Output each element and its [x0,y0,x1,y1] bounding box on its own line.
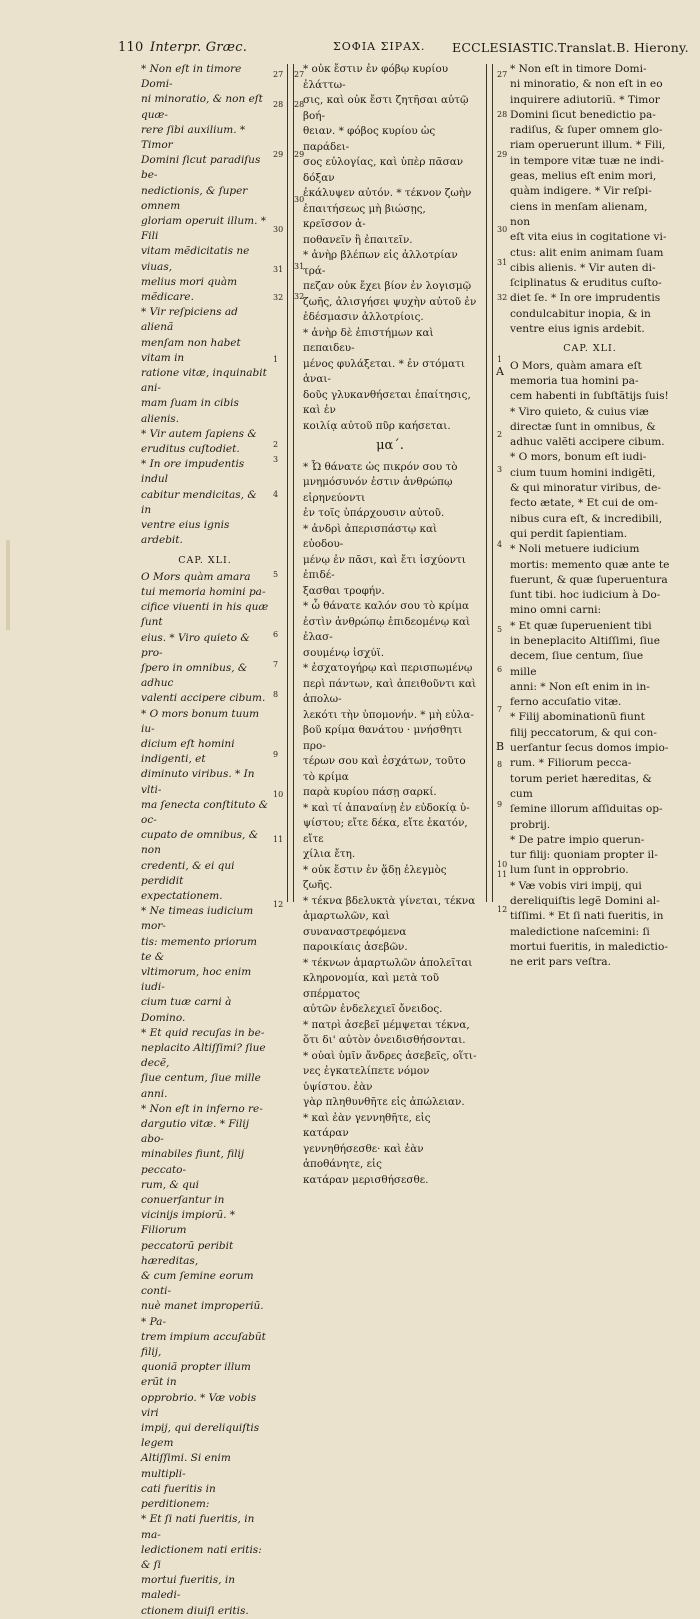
verse-number: 1 [497,355,503,364]
verse-number: 3 [273,455,279,464]
text-line: maledictione naſcemini: ſi [510,925,650,938]
verse-number: 12 [497,905,508,914]
text-line: quàm indigere. * Vir reſpi- [510,185,652,198]
verse-number: 9 [273,750,279,759]
text-line: mam ſuam in cibis alienis. [141,397,239,425]
text-line: σουμένῳ ἰσχύϊ. [303,646,385,659]
text-line: rum, & qui conuerſantur in [141,1178,225,1207]
text-line: filij peccatorum, & qui con- [510,726,657,739]
text-line: riam operuerunt illum. * Fili, [510,139,666,152]
text-line: opprobrio. * Væ vobis viri [141,1391,257,1419]
left-latin-column [141,62,269,1619]
text-line: peccatorũ peribit hæreditas, [141,1239,234,1267]
left-running-title: Interpr. Græc. [150,40,248,55]
text-line: τέρων σου καὶ ἐσχάτων, τοῦτο τὸ κρίμα [303,755,466,783]
text-line: cium tuæ carni à Domino. [141,996,232,1024]
verse-number: 28 [497,110,508,119]
text-line: ma ſenecta conſtituto & oc- [141,798,268,826]
text-line: * Filij abominationũ fiunt [510,711,645,724]
text-line: trem impium accuſabũt filij, [141,1330,266,1359]
text-line: κοιλίᾳ αὐτοῦ πῦρ καήσεται. [303,419,451,432]
text-line: mino omni carni: [510,604,602,617]
text-line: ne erit pars veſtra. [510,956,611,969]
column-rule [293,64,294,902]
text-line: ἁμαρτωλῶν, καὶ συναναστρεφόμενα [303,910,407,938]
text-line: qui perdit ſapientiam. [510,527,628,540]
text-line: condulcabitur inopia, & in [510,307,651,320]
text-line: * οὐαὶ ὑμῖν ἄνδρες ἀσεβεῖς, οἵτι- [303,1049,477,1062]
text-line: σις, καὶ οὐκ ἔστι ζητῆσαι αὐτῷ βοή- [303,94,469,122]
text-line: * In ore impudentis indul [141,458,245,486]
text-line: μένῳ ἐν πᾶσι, καὶ ἔτι ἰσχύοντι ἐπιδέ- [303,553,466,581]
verse-number: 4 [273,490,279,499]
verse-number: 29 [273,150,284,159]
text-line: * Et ſi nati fueritis, in ma- [141,1513,255,1541]
text-line: χίλια ἔτη. [303,848,356,860]
chapter-heading: CAP. XLI. [178,554,232,566]
text-line: * O mors, bonum eſt iudi- [510,451,647,464]
text-line: ποθανεῖν ἢ ἐπαιτεῖν. [303,233,413,246]
middle-greek-column [303,62,477,1188]
right-latin-column [510,62,670,971]
text-line: ſciplinatus & eruditus cuſto- [510,277,662,290]
text-line: ni minoratio, & non eſt quæ- [141,93,263,121]
text-line: directæ ſunt in omnibus, & [510,420,656,433]
text-line: ζωῆς, ἀλισγήσει ψυχὴν αὐτοῦ ἐν [303,295,477,308]
text-line: * καὶ τί ἀπαναίνῃ ἐν εὐδοκίᾳ ὑ- [303,801,470,814]
text-line: lum ſunt in opprobrio. [510,864,629,877]
text-line: mortui fueritis, in maledi- [141,1574,235,1602]
text-line: expectationem. [141,889,223,902]
text-line: ventre eius ignis ardebit. [141,519,230,547]
text-line: & qui minoratur viribus, de- [510,482,661,495]
text-line: valenti accipere cibum. [141,692,266,705]
text-line: * De patre impio querun- [510,833,645,846]
text-line: in beneplacito Altiſſimi, ſiue [510,634,661,647]
verse-number: 28 [294,100,305,109]
chapter-heading: CAP. XLI. [563,343,617,355]
text-line: γὰρ πληθυνθῆτε εἰς ἀπώλειαν. [303,1096,465,1108]
text-line: vitam mẽdicitatis ne viuas, [141,245,250,273]
text-line: * Et quid recuſas in be- [141,1026,265,1039]
text-line: μένος φυλάξεται. * ἐν στόματι ἀναι- [303,357,465,385]
text-line: tur filij: quoniam propter il- [510,849,658,862]
text-line: * ἀνδρὶ ἀπερισπάστῳ καὶ εὐοδου- [303,522,438,550]
verse-number: 10 [497,860,508,869]
text-line: mortui fueritis, in maledictio- [510,940,668,953]
text-line: Altiſſimi. Si enim multipli- [141,1452,231,1480]
text-line: ſemine illorum aſſiduitas op- [510,803,663,816]
verse-number: 28 [273,100,284,109]
text-line: ξασθαι τροφήν. [303,584,385,597]
verse-number: 32 [497,293,508,302]
text-line: * Viro quieto, & cuius viæ [510,405,649,418]
verse-number: 30 [273,225,284,234]
text-line: παρὰ κυρίου πάσῃ σαρκί. [303,786,437,798]
text-line: βοῦ κρίμα θανάτου · μνήσθητι προ- [303,724,463,752]
text-line: * οὐκ ἔστιν ἐν φόβῳ κυρίου ἐλάττω- [303,63,449,91]
text-line: ſiue centum, ſiue mille anni. [141,1072,261,1100]
text-line: impij, qui dereliquiſtis legem [141,1422,260,1450]
verse-number: 10 [273,790,284,799]
verse-number: 11 [497,870,508,879]
text-line: ὅτι δι' αὐτὸν ὀνειδισθήσονται. [303,1034,466,1046]
margin-section-letter: B [496,740,505,753]
text-line: melius mori quàm mẽdicare. [141,275,238,304]
text-line: tis: memento priorum te & [141,935,257,963]
text-line: dicium eſt homini indigenti, et [141,737,235,766]
verse-number: 11 [273,835,284,844]
text-line: ventre eius ignis ardebit. [510,323,645,336]
text-line: cifice viuenti in his quæ ſunt [141,601,269,629]
verse-number: 27 [497,70,508,79]
text-line: nibus cura eſt, & incredibili, [510,512,663,525]
text-line: ἐπαιτήσεως μὴ βιώσῃς, κρεῖσσον ἀ- [303,202,426,230]
verse-number: 31 [273,265,284,274]
text-line: * Noli metuere iudicium [510,543,640,556]
text-line: ferno accuſatio vitæ. [510,696,622,709]
column-rule [492,64,493,902]
text-line: mortis: memento quæ ante te [510,558,670,571]
verse-number: 27 [273,70,284,79]
text-line: cem habenti in ſubſtãtijs ſuis! [510,390,669,403]
text-line: eius. * Viro quieto & pro- [141,631,250,659]
text-line: * Non eſt in timore Domi- [141,63,242,91]
page-number: 110 [118,40,144,55]
text-line: ciens in menſam alienam, non [510,200,648,228]
verse-number: 3 [497,465,503,474]
text-line: tui memoria homini pa- [141,585,266,598]
text-line: vltimorum, hoc enim iudi- [141,965,252,994]
text-line: quoniã propter illum erũt in [141,1361,251,1389]
text-line: κατάραν μερισθήσεσθε. [303,1173,429,1186]
text-line: ἐκάλυψεν αὐτόν. * τέκνον ζωὴν [303,187,472,199]
margin-section-letter: A [496,365,504,378]
text-line: * ὦ θάνατε καλόν σου τὸ κρίμα [303,600,470,612]
text-line: * τέκνων ἁμαρτωλῶν ἀπολεῖται [303,956,473,969]
text-line: memoria tua homini pa- [510,374,639,387]
text-line: vicinijs impiorũ. * Filiorum [141,1209,236,1237]
text-line: ſpero in omnibus, & adhuc [141,661,248,690]
text-line: cium tuum homini indigẽti, [510,466,656,479]
text-line: & cum ſemine eorum conti- [141,1270,254,1298]
verse-number: 30 [294,195,305,204]
text-line: rere ſibi auxilium. * Timor [141,123,246,152]
text-line: * Ὦ θάνατε ὡς πικρόν σου τὸ [303,460,458,473]
text-line: diet ſe. * In ore imprudentis [510,292,661,305]
text-line: geas, melius eſt enim mori, [510,170,657,183]
verse-number: 8 [273,690,279,699]
text-line: gloriam operuit illum. * Fili [141,215,267,243]
text-line: δοῦς γλυκανθήσεται ἐπαίτησις, καὶ ἐν [303,388,471,416]
text-line: γεννηθήσεσθε· καὶ ἐὰν ἀποθάνητε, εἰς [303,1142,424,1170]
text-line: cibis alienis. * Vir auten di- [510,261,656,274]
right-running-title: ECCLESIASTIC.Translat.B. Hierony. [452,40,689,55]
verse-number: 4 [497,540,503,549]
text-line: * Et quæ ſuperuenient tibi [510,619,652,632]
text-line: menſam non habet vitam in [141,336,241,364]
verse-number: 7 [273,660,279,669]
chapter-heading: μα΄. [376,438,404,453]
text-line: minabiles fiunt, filij peccato- [141,1148,245,1176]
text-line: * Non eſt in inferno re- [141,1102,263,1115]
text-line: ledictionem nati eritis: & ſi [141,1543,262,1571]
verse-number: 29 [497,150,508,159]
text-line: μνημόσυνόν ἐστιν ἀνθρώπῳ εἰρηνεύοντι [303,476,453,504]
verse-number: 29 [294,150,305,159]
text-line: λεκότι τὴν ὑπομονήν. * μὴ εὐλα- [303,708,474,721]
text-line: credenti, & ei qui perdidit [141,859,235,887]
text-line: O Mors, quàm amara eſt [510,359,642,372]
text-line: nuè manet improperiũ. * Pa- [141,1300,264,1328]
text-line: in tempore vitæ tuæ ne indi- [510,154,664,167]
verse-number: 2 [497,430,503,439]
text-line: * Non eſt in timore Domi- [510,63,647,75]
text-line: Domini ſicut paradiſus be- [141,154,261,182]
text-line: decem, ſiue centum, ſiue mille [510,650,644,678]
text-line: πεζαν οὐκ ἔχει βίον ἐν λογισμῷ [303,280,472,292]
column-rule [486,64,487,902]
verse-number: 30 [497,225,508,234]
text-line: nedictionis, & ſuper omnem [141,184,248,212]
text-line: cabitur mendicitas, & in [141,488,257,516]
text-line: fuerunt, & quæ ſuperuentura [510,573,668,586]
text-line: tiſſimi. * Et ſi nati fueritis, in [510,910,664,923]
verse-number: 6 [273,630,279,639]
text-line: ἐν τοῖς ὑπάρχουσιν αὐτοῦ. [303,507,445,519]
text-line: ni minoratio, & non eſt in eo [510,78,663,91]
column-rule [287,64,288,902]
text-line: ctus: alit enim animam ſuam [510,246,664,259]
text-line: ſunt tibi. hoc iudicium à Do- [510,589,661,602]
text-line: fecto ætate, * Et cui de om- [510,497,658,510]
text-line: anni: * Non eſt enim in in- [510,680,650,693]
verse-number: 8 [497,760,503,769]
verse-number: 2 [273,440,279,449]
text-line: O Mors quàm amara [141,570,251,583]
verse-number: 9 [497,800,503,809]
text-line: ψίστου; εἴτε δέκα, εἴτε ἑκατόν, εἴτε [303,817,468,845]
text-line: παροικίαις ἀσεβῶν. [303,941,408,953]
text-line: probrij. [510,818,551,831]
text-line: * τέκνα βδελυκτὰ γίνεται, τέκνα [303,894,476,907]
text-line: νες ἐγκατελίπετε νόμον ὑψίστου. ἐὰν [303,1065,430,1093]
text-line: περὶ πάντων, καὶ ἀπειθοῦντι καὶ ἀπολω- [303,677,477,705]
text-line: * καὶ ἐὰν γεννηθῆτε, εἰς κατάραν [303,1111,431,1139]
verse-number: 31 [294,262,305,271]
verse-number: 32 [294,292,305,301]
verse-number: 1 [273,355,279,364]
text-line: neplacito Altiſſimi? ſiue decẽ, [141,1042,266,1070]
text-line: ctionem diuiſi eritis. [141,1604,249,1617]
text-line: dargutio vitæ. * Filij abo- [141,1118,249,1146]
verse-number: 27 [294,70,305,79]
verse-number: 5 [497,625,503,634]
verse-number: 5 [273,570,279,579]
text-line: * οὐκ ἔστιν ἐν ᾅδῃ ἐλεγμὸς ζωῆς. [303,863,447,891]
text-line: Domini ſicut benedictio pa- [510,108,656,121]
text-line: cupato de omnibus, & non [141,829,259,857]
text-line: rum. * Filiorum pecca- [510,757,632,770]
text-line: θειαν. * φόβος κυρίου ὡς παράδει- [303,125,436,153]
text-line: eruditus cuſtodiet. [141,443,240,456]
text-line: eſt vita eius in cogitatione vi- [510,231,667,244]
text-line: * Vir reſpiciens ad alienã [141,306,238,334]
text-line: αὐτῶν ἐνδελεχιεῖ ὄνειδος. [303,1003,443,1015]
text-line: σος εὐλογίας, καὶ ὑπὲρ πᾶσαν δόξαν [303,156,464,184]
text-line: cati fueritis in perditionem: [141,1482,216,1511]
page-edge-shadow [6,540,10,630]
text-line: diminuto viribus. * In vlti- [141,768,255,796]
text-line: * πατρὶ ἀσεβεῖ μέμψεται τέκνα, [303,1018,470,1031]
text-line: ratione vitæ, inquinabit ani- [141,367,267,395]
text-line: uerſantur ſecus domos impio- [510,742,669,755]
text-line: ἐστὶν ἀνθρώπῳ ἐπιδεομένῳ καὶ ἐλασ- [303,615,471,643]
text-line: * ἀνὴρ βλέπων εἰς ἀλλοτρίαν τρά- [303,249,458,277]
text-line: * Væ vobis viri impij, qui [510,879,642,892]
text-line: radiſus, & ſuper omnem glo- [510,124,663,137]
text-line: κληρονομία, καὶ μετὰ τοῦ σπέρματος [303,972,440,1000]
text-line: torum periet hæreditas, & cum [510,772,652,800]
text-line: dereliquiſtis legẽ Domini al- [510,895,660,908]
verse-number: 31 [497,258,508,267]
text-line: adhuc valẽti accipere cibum. [510,436,665,449]
verse-number: 32 [273,293,284,302]
text-line: * ἐσχατογήρῳ καὶ περισπωμένῳ [303,662,473,674]
text-line: * Ne timeas iudicium mor- [141,905,254,933]
verse-number: 12 [273,900,284,909]
text-line: ἐδέσμασιν ἀλλοτρίοις. [303,311,424,323]
text-line: * O mors bonum tuum iu- [141,707,260,735]
center-running-title: ΣΟΦΙΑ ΣΙΡΑΧ. [333,40,426,53]
verse-number: 6 [497,665,503,674]
text-line: * Vir autem ſapiens & [141,427,257,440]
text-line: * ἀνὴρ δὲ ἐπιστήμων καὶ πεπαιδευ- [303,326,434,354]
verse-number: 7 [497,705,503,714]
text-line: inquirere adiutoriũ. * Timor [510,93,660,106]
